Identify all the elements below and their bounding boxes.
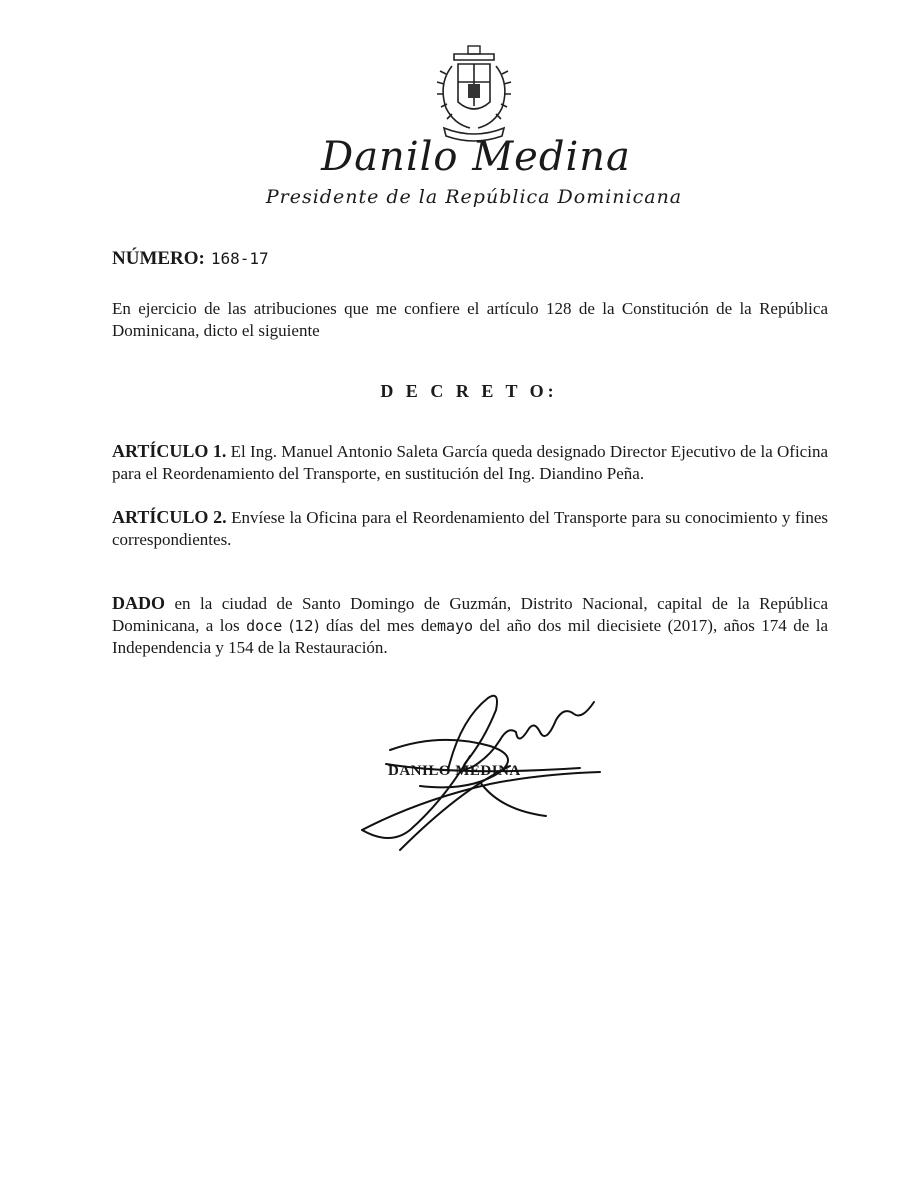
decree-number-label: NÚMERO: — [112, 248, 205, 269]
president-title: Presidente de la República Dominicana — [265, 186, 683, 208]
article-1-text: El Ing. Manuel Antonio Saleta García queda designado Director Ejecutivo de la Oficina para el Reordenamiento del Transporte, en sustitución del Ing. Diandino Peña. — [112, 442, 828, 483]
decree-number — [112, 248, 269, 270]
coat-of-arms-seal — [424, 44, 524, 148]
article-2-label: ARTÍCULO 2. — [112, 507, 227, 527]
dado-text-1: en la ciudad de Santo Domingo de Guzmán, Distrito Nacional, capital de la República Dominicana, a los — [112, 594, 829, 635]
dado-month: mayo — [436, 617, 474, 635]
article-1-label: ARTÍCULO 1. — [112, 441, 227, 461]
dado-day-words: doce — [246, 617, 283, 635]
dado-paragraph — [112, 592, 828, 659]
dado-label: DADO — [112, 593, 165, 613]
decree-number-value: 168-17 — [210, 249, 269, 268]
dado-text-3: del año dos mil diecisiete (2017), años 174 de la Independencia y 154 de la Restauración. — [112, 616, 829, 657]
signer-name: DANILO MEDINA — [388, 763, 521, 779]
dado-day-number: (12) — [288, 617, 320, 635]
article-1 — [112, 440, 828, 485]
president-name-heading: Danilo Medina — [321, 134, 631, 180]
article-2-text: Envíese la Oficina para el Reordenamiento del Transporte para su conocimiento y fines correspondientes. — [112, 508, 828, 549]
dado-text-2: días del mes de — [325, 616, 437, 635]
intro-paragraph: En ejercicio de las atribuciones que me confiere el artículo 128 de la Constitución de la República Dominicana, dicto el siguiente — [112, 299, 828, 340]
handwritten-signature — [350, 680, 610, 860]
article-2 — [112, 506, 828, 551]
decreto-heading: D E C R E T O: — [380, 381, 558, 401]
